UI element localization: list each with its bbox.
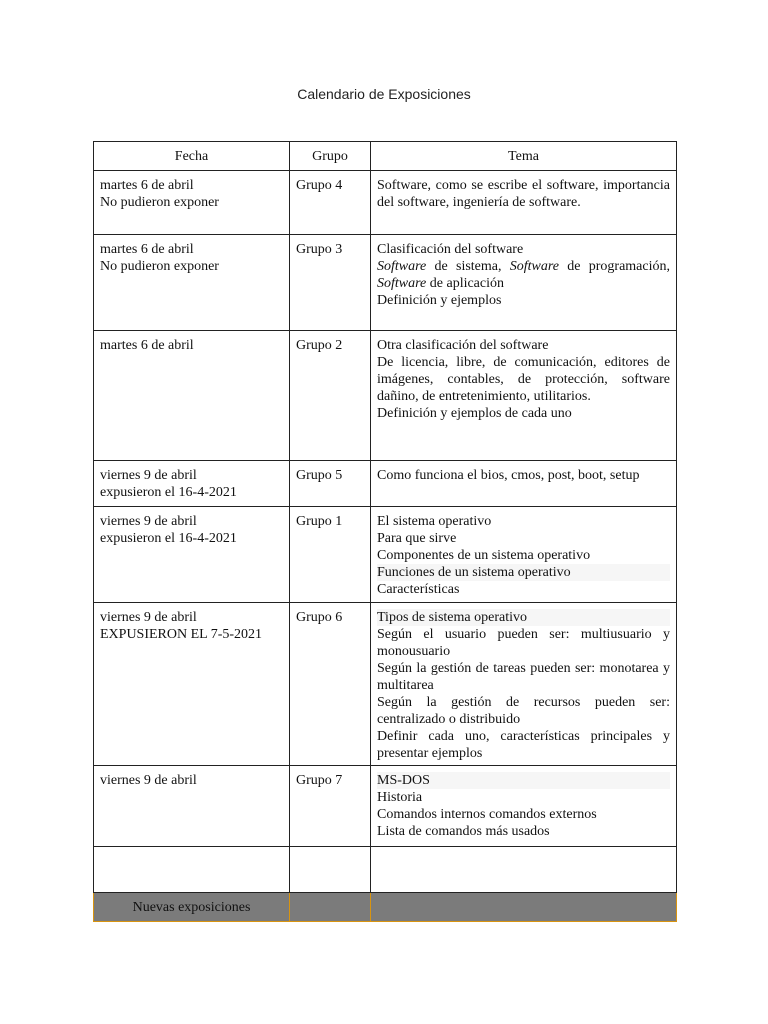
tema-line: Características	[377, 582, 460, 597]
fecha-cell	[94, 235, 290, 331]
tema-line: Definición y ejemplos	[377, 293, 502, 308]
table-row	[94, 235, 677, 331]
fecha-cell	[94, 507, 290, 603]
table-row	[94, 766, 677, 847]
fecha-note: EXPUSIERON EL 7-5-2021	[100, 627, 263, 642]
tema-cell	[371, 766, 677, 847]
tema-line: Historia	[377, 790, 423, 805]
grupo-label: Grupo 5	[296, 468, 343, 483]
tema-cell	[371, 507, 677, 603]
grupo-label: Grupo 7	[296, 773, 343, 788]
software-term: Software	[377, 259, 427, 274]
table-row	[94, 331, 677, 461]
tema-line: El sistema operativo	[377, 514, 492, 529]
footer-empty-cell	[290, 893, 371, 922]
header-fecha: Fecha	[94, 142, 290, 171]
fecha-line: martes 6 de abril	[100, 242, 194, 257]
footer-row	[94, 893, 677, 922]
fecha-line: viernes 9 de abril	[100, 514, 197, 529]
tema-text: de sistema,	[426, 259, 510, 274]
empty-row	[94, 847, 677, 893]
fecha-line: martes 6 de abril	[100, 338, 194, 353]
tema-cell	[371, 331, 677, 461]
grupo-cell	[290, 507, 371, 603]
tema-line: Para que sirve	[377, 531, 457, 546]
tema-line: Como funciona el bios, cmos, post, boot, setup	[377, 468, 640, 483]
grupo-label: Grupo 1	[296, 514, 343, 529]
grupo-cell	[290, 766, 371, 847]
grupo-cell	[290, 461, 371, 507]
fecha-cell	[94, 603, 290, 766]
empty-cell	[371, 847, 677, 893]
table-row	[94, 461, 677, 507]
fecha-line: viernes 9 de abril	[100, 468, 197, 483]
grupo-label: Grupo 2	[296, 338, 343, 353]
tema-line: Definir cada uno, características principales y presentar ejemplos	[377, 729, 670, 761]
tema-line: Software, como se escribe el software, importancia del software, ingeniería de software.	[377, 178, 670, 210]
grupo-label: Grupo 3	[296, 242, 343, 257]
tema-line: Definición y ejemplos de cada uno	[377, 406, 572, 421]
tema-cell	[371, 603, 677, 766]
tema-cell	[371, 461, 677, 507]
fecha-note: expusieron el 16-4-2021	[100, 485, 237, 500]
tema-cell	[371, 171, 677, 235]
header-tema: Tema	[371, 142, 677, 171]
tema-line: Según la gestión de recursos pueden ser: centralizado o distribuido	[377, 695, 670, 727]
new-expositions-label: Nuevas exposiciones	[94, 893, 290, 922]
tema-line: De licencia, libre, de comunicación, editores de imágenes, contables, de protección, software dañino, de entretenimiento, utilitarios.	[377, 355, 670, 404]
software-term: Software	[509, 259, 560, 274]
table-row	[94, 171, 677, 235]
tema-text: de programación,	[559, 259, 670, 274]
tema-line: Funciones de un sistema operativo	[377, 564, 670, 581]
grupo-label: Grupo 6	[296, 610, 343, 625]
footer-empty-cell	[371, 893, 677, 922]
tema-line: Clasificación del software	[377, 242, 524, 257]
tema-cell	[371, 235, 677, 331]
grupo-label: Grupo 4	[296, 178, 343, 193]
schedule-table	[93, 141, 677, 922]
fecha-line: viernes 9 de abril	[100, 610, 197, 625]
fecha-cell	[94, 171, 290, 235]
grupo-cell	[290, 603, 371, 766]
grupo-cell	[290, 331, 371, 461]
grupo-cell	[290, 235, 371, 331]
header-row	[94, 142, 677, 171]
tema-line: Componentes de un sistema operativo	[377, 548, 591, 563]
fecha-note: No pudieron exponer	[100, 195, 219, 210]
tema-line: MS-DOS	[377, 772, 670, 789]
tema-line: Otra clasificación del software	[377, 338, 549, 353]
table-row	[94, 603, 677, 766]
fecha-line: viernes 9 de abril	[100, 773, 197, 788]
tema-line: Tipos de sistema operativo	[377, 609, 670, 626]
table-row	[94, 507, 677, 603]
tema-line: Según la gestión de tareas pueden ser: monotarea y multitarea	[377, 661, 670, 693]
fecha-cell	[94, 461, 290, 507]
fecha-line: martes 6 de abril	[100, 178, 194, 193]
grupo-cell	[290, 171, 371, 235]
tema-line-rich	[377, 258, 670, 292]
fecha-note: expusieron el 16-4-2021	[100, 531, 237, 546]
fecha-note: No pudieron exponer	[100, 259, 219, 274]
tema-text: de aplicación	[426, 276, 505, 291]
fecha-cell	[94, 331, 290, 461]
software-term: Software	[377, 276, 427, 291]
fecha-cell	[94, 766, 290, 847]
tema-line: Comandos internos comandos externos	[377, 807, 597, 822]
tema-line: Lista de comandos más usados	[377, 824, 550, 839]
empty-cell	[94, 847, 290, 893]
document-title: Calendario de Exposiciones	[297, 86, 471, 102]
empty-cell	[290, 847, 371, 893]
tema-line: Según el usuario pueden ser: multiusuario y monousuario	[377, 627, 670, 659]
header-grupo: Grupo	[290, 142, 371, 171]
